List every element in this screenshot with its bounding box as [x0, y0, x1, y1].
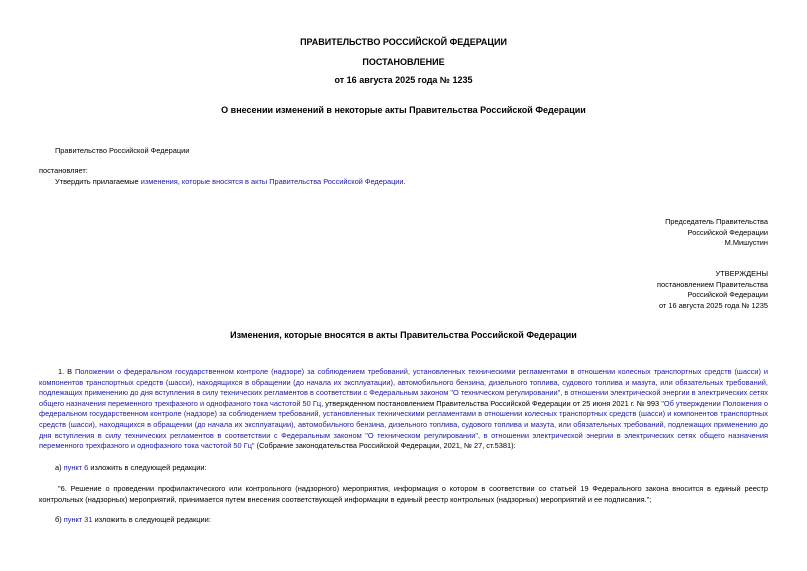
signature-position: Председатель Правительства [665, 217, 768, 226]
p1-decree-link[interactable]: "Об утверждении Положения о федеральном государственном контроле (надзоре) за соблюдением требований, установленных техническими регламентами в отношении колесных транспортных средств (шасси) и компонентов транспортных средств (шасси), находящихся в обращении (до начала их эксплуатации), автомобильного бензина, дизельного топлива, судового топлива и мазута, или обязательных требований, подлежащих применению до дня вступления в силу технических регламентов в соответствии с Федеральным законом "О техническом регулировании", в отношении электрической энергии в электрических сетях общего назначения переменного трехфазного и однофазного тока частотой 50 Гц" [39, 398, 768, 451]
doc-type-heading: ПОСТАНОВЛЕНИЕ [362, 57, 445, 67]
item-b-link[interactable]: пункт 31 [63, 515, 93, 524]
approve-suffix: . [403, 177, 406, 186]
approved-block [657, 269, 768, 311]
quote-paragraph-6: "6. Решение о проведении профилактического или контрольного (надзорного) мероприятия, информация о котором в соответствии со статьей 19 Федерального закона вносится в единый реестр контрольных (надзорных) мероприятий, принимается путем внесения соответствующей информации в единый реестр контрольных (надзорных) мероприятий и ее подписания."; [39, 484, 768, 504]
paragraph-1 [39, 367, 768, 452]
p1-end: (Собрание законодательства Российской Федерации, 2021, № 27, ст.5381): [254, 441, 516, 451]
item-b-prefix: б) [55, 515, 64, 524]
item-a-suffix: изложить в следующей редакции: [88, 463, 207, 472]
item-b [55, 515, 211, 525]
item-a-prefix: а) [55, 463, 64, 472]
approve-line [55, 177, 406, 187]
government-line: Правительство Российской Федерации [55, 146, 190, 155]
signature-name: М.Мишустин [724, 238, 768, 247]
approve-prefix: Утвердить прилагаемые [55, 177, 141, 186]
authority-heading: ПРАВИТЕЛЬСТВО РОССИЙСКОЙ ФЕДЕРАЦИИ [300, 37, 507, 47]
approved-date: от 16 августа 2025 года № 1235 [658, 300, 768, 310]
p1-middle: , утвержденном постановлением Правительства Российской Федерации от 25 июня 2021 г. № 993 [321, 398, 662, 408]
approved-title: УТВЕРЖДЕНЫ [715, 269, 768, 278]
approve-link[interactable]: изменения, которые вносятся в акты Правительства Российской Федерации [140, 177, 404, 186]
decrees-line: постановляет: [39, 166, 88, 175]
item-b-suffix: изложить в следующей редакции: [92, 515, 211, 524]
p1-number: 1. В [58, 367, 75, 376]
item-a-link[interactable]: пункт 6 [63, 463, 89, 472]
approved-country: Российской Федерации [687, 290, 768, 299]
document-title: О внесении изменений в некоторые акты Правительства Российской Федерации [221, 105, 586, 115]
p1-regulation-link[interactable]: Положении о федеральном государственном контроле (надзоре) за соблюдением требований, установленных техническими регламентами в отношении колесных транспортных средств (шасси) и компонентов транспортных средств (шасси), находящихся в обращении (до начала их эксплуатации), автомобильного бензина, дизельного топлива, судового топлива и мазута, или обязательных требований, подлежащих применению до дня вступления в силу технических регламентов в соответствии с Федеральным законом "О техническом регулировании", в отношении электрической энергии в электрических сетях общего назначения переменного трехфазного и однофазного тока частотой 50 Гц [39, 367, 768, 408]
signature-block [665, 217, 768, 249]
signature-country: Российской Федерации [687, 227, 768, 237]
item-a [55, 463, 207, 473]
approved-by: постановлением Правительства [657, 279, 768, 289]
changes-title: Изменения, которые вносятся в акты Правительства Российской Федерации [230, 330, 577, 340]
date-number-heading: от 16 августа 2025 года № 1235 [334, 75, 473, 85]
